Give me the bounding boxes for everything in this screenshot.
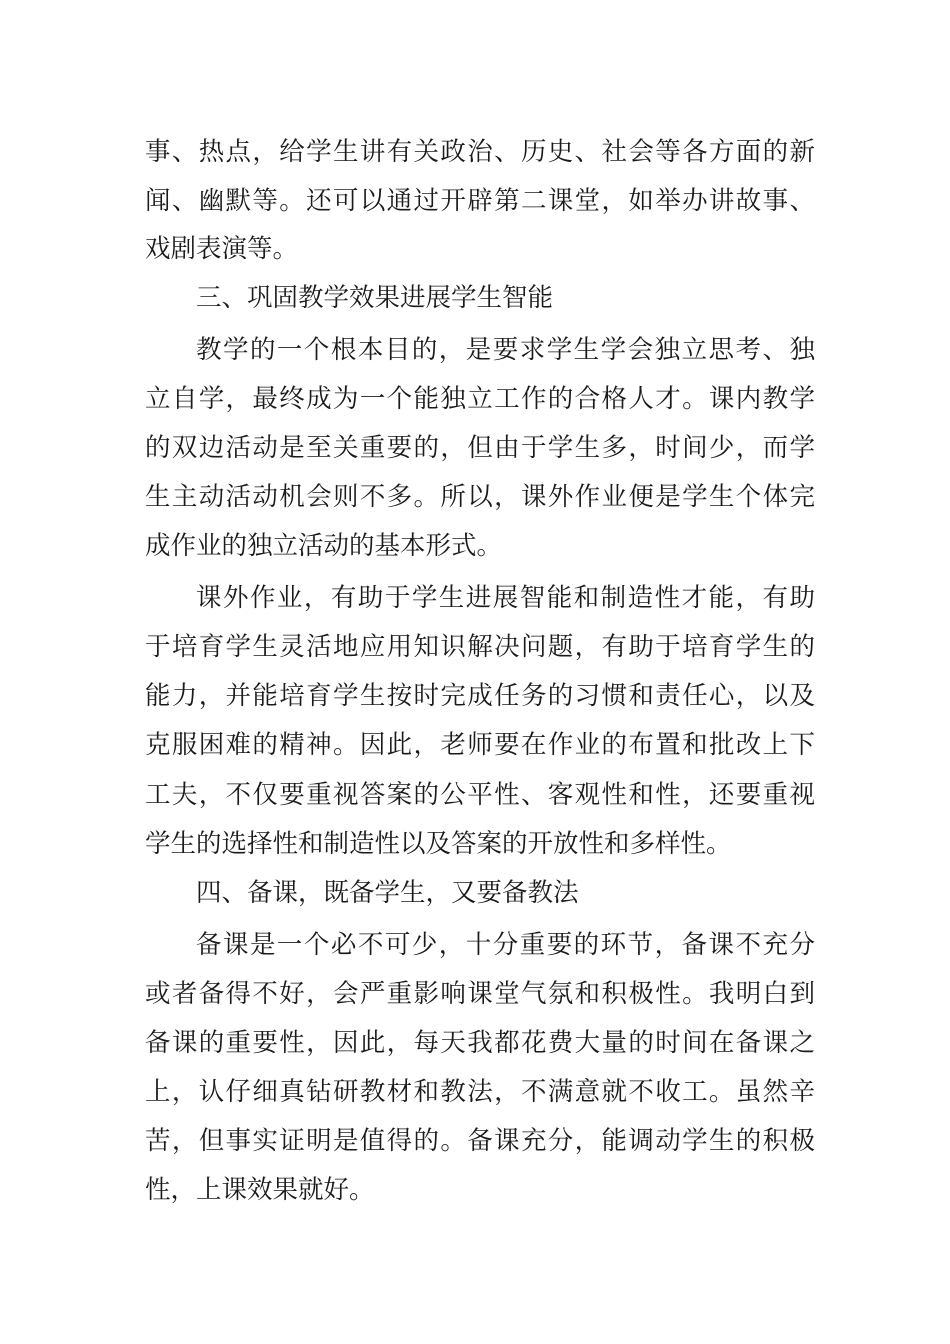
text-line: 教学的一个根本目的，是要求学生学会独立思考、独 — [196, 335, 815, 365]
text-line: 备课的重要性，因此，每天我都花费大量的时间在备课之 — [145, 1028, 815, 1058]
text-line: 事、热点，给学生讲有关政治、历史、社会等各方面的新 — [145, 137, 815, 167]
text-line: 闻、幽默等。还可以通过开辟第二课堂，如举办讲故事、 — [145, 186, 815, 216]
text-line: 苦，但事实证明是值得的。备课充分，能调动学生的积极 — [145, 1126, 815, 1156]
text-line: 备课是一个必不可少，十分重要的环节，备课不充分 — [196, 930, 815, 960]
text-line: 的双边活动是至关重要的，但由于学生多，时间少，而学 — [145, 433, 815, 463]
text-line: 成作业的独立活动的基本形式。 — [145, 531, 503, 561]
text-line: 生主动活动机会则不多。所以，课外作业便是学生个体完 — [145, 482, 815, 512]
text-line: 能力，并能培育学生按时完成任务的习惯和责任心，以及 — [145, 681, 815, 711]
text-line: 学生的选择性和制造性以及答案的开放性和多样性。 — [145, 829, 732, 859]
text-line: 上，认仔细真钻研教材和教法，不满意就不收工。虽然辛 — [145, 1077, 815, 1107]
text-line: 戏剧表演等。 — [145, 234, 299, 264]
text-line: 课外作业，有助于学生进展智能和制造性才能，有助 — [196, 583, 815, 613]
text-line: 克服困难的精神。因此，老师要在作业的布置和批改上下 — [145, 730, 815, 760]
text-line: 性，上课效果就好。 — [145, 1175, 375, 1205]
text-line: 于培育学生灵活地应用知识解决问题，有助于培育学生的 — [145, 632, 815, 662]
text-line: 或者备得不好，会严重影响课堂气氛和积极性。我明白到 — [145, 979, 815, 1009]
text-line: 立自学，最终成为一个能独立工作的合格人才。课内教学 — [145, 384, 815, 414]
section-heading: 四、备课，既备学生，又要备教法 — [196, 878, 579, 908]
text-line: 工夫，不仅要重视答案的公平性、客观性和性，还要重视 — [145, 780, 815, 810]
section-heading: 三、巩固教学效果进展学生智能 — [196, 283, 554, 313]
